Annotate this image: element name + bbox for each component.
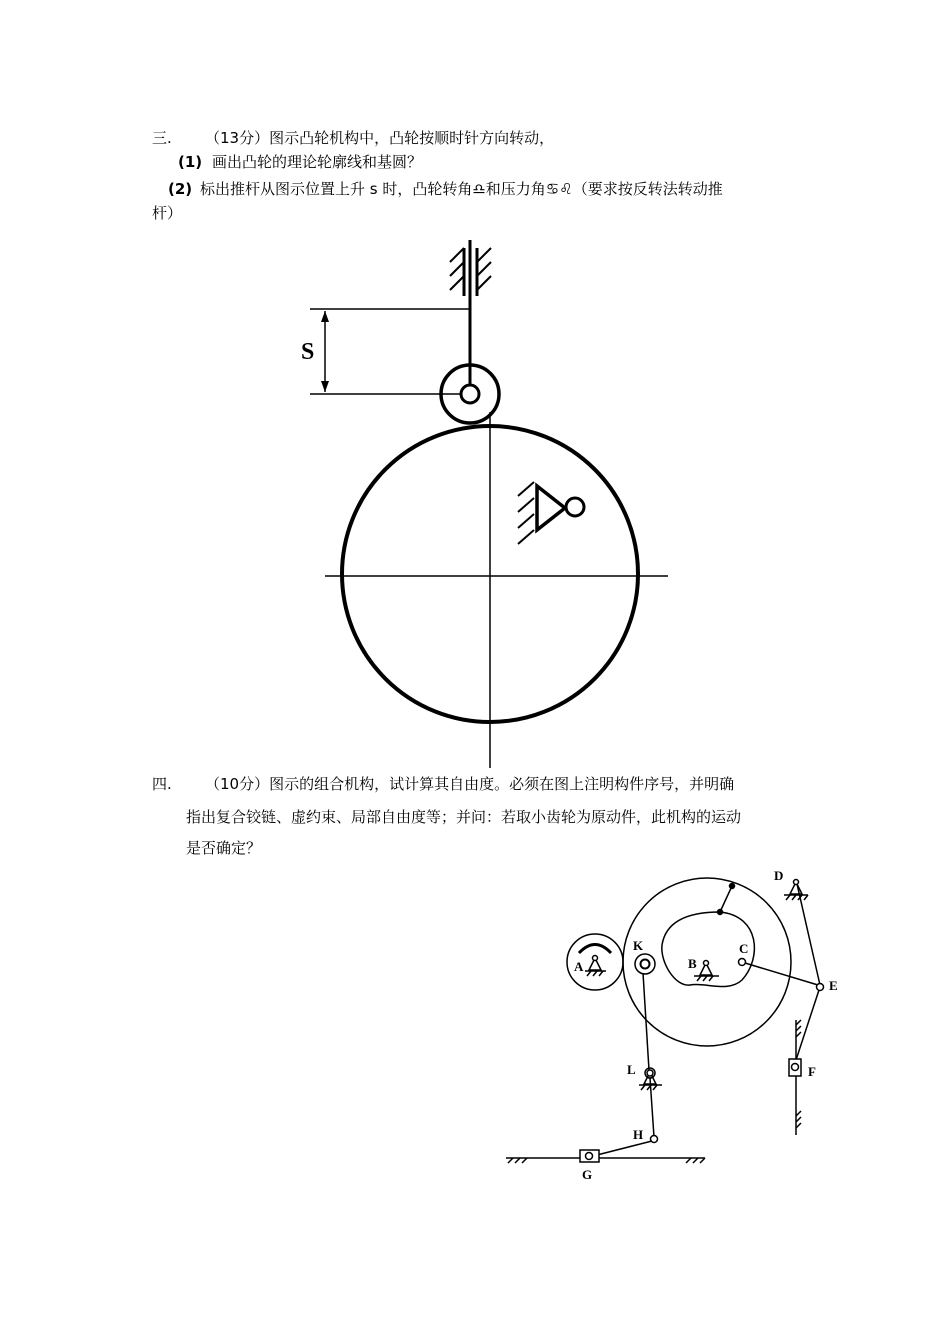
q3-item2-text: 标出推杆从图示位置上升 s 时，凸轮转角♎和压力角♋♌（要求按反转法转动推 bbox=[200, 180, 723, 198]
q4-line2: 指出复合铰链、虚约束、局部自由度等；并问：若取小齿轮为原动件，此机构的运动 bbox=[186, 808, 742, 826]
q3-item1-number: (1) bbox=[178, 153, 203, 171]
q4-number: 四. bbox=[152, 775, 172, 793]
label-F: F bbox=[808, 1064, 816, 1079]
label-H: H bbox=[633, 1127, 644, 1142]
label-C: C bbox=[739, 941, 749, 956]
label-L: L bbox=[627, 1062, 636, 1077]
label-G: G bbox=[582, 1167, 593, 1182]
q4-line3: 是否确定？ bbox=[186, 839, 262, 857]
q3-item2-continuation: 杆） bbox=[152, 204, 183, 222]
label-E: E bbox=[829, 978, 838, 993]
q3-line1: （13分）图示凸轮机构中，凸轮按顺时针方向转动， bbox=[205, 129, 555, 147]
q3-item2-number: (2) bbox=[168, 180, 193, 198]
q4-line1: （10分）图示的组合机构，试计算其自由度。必须在图上注明构件序号，并明确 bbox=[205, 775, 735, 793]
label-D: D bbox=[774, 868, 784, 883]
label-B: B bbox=[688, 956, 697, 971]
label-K: K bbox=[633, 938, 644, 953]
dimension-label-s: S bbox=[301, 339, 315, 365]
q3-item1-text: 画出凸轮的理论轮廓线和基圆？ bbox=[212, 153, 423, 171]
q3-number: 三. bbox=[152, 129, 172, 147]
label-A: A bbox=[574, 959, 584, 974]
